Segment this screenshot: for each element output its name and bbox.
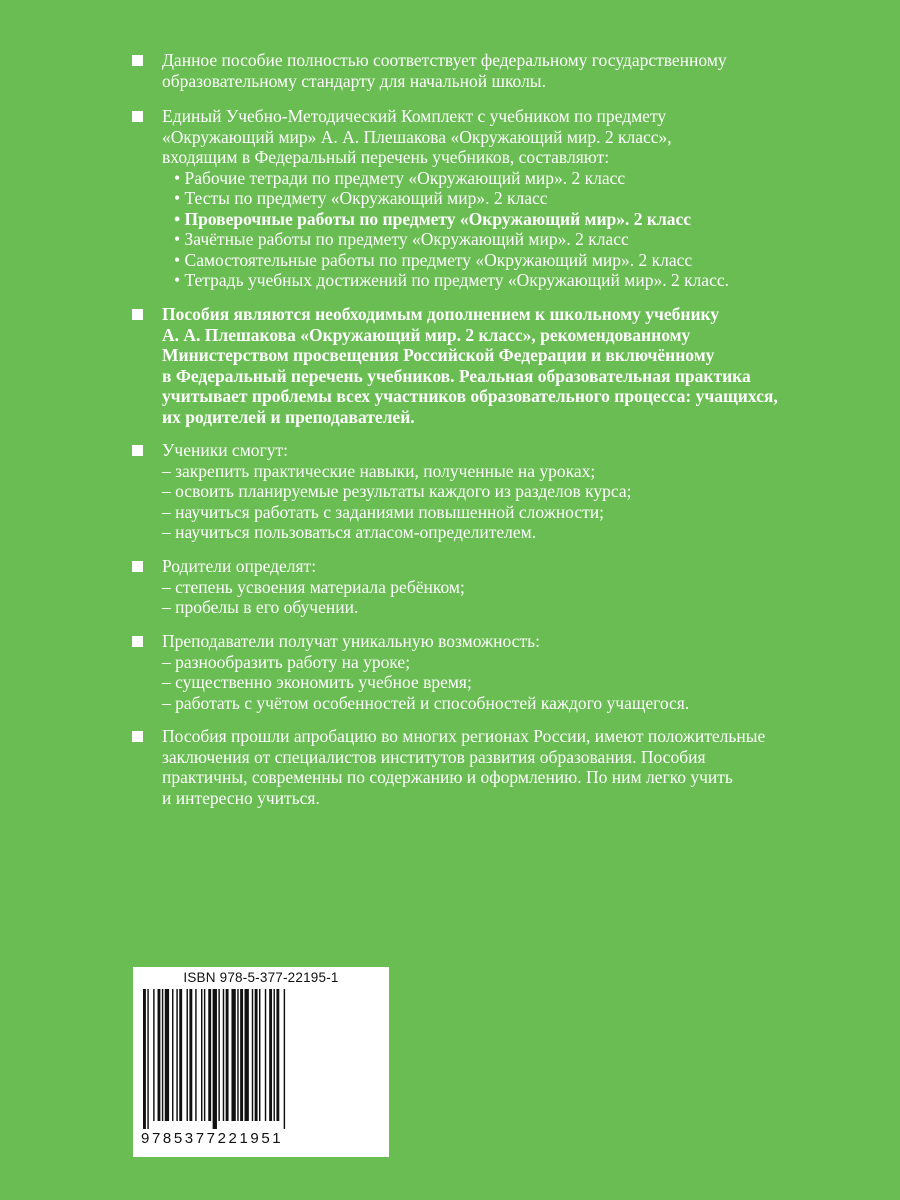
square-bullet-icon [132,309,143,320]
list-item: • Тесты по предмету «Окружающий мир». 2 класс [174,188,548,208]
barcode-digits: 9785377221951 [141,1130,284,1147]
list-item-label: Самостоятельные работы по предмету «Окружающий мир». 2 класс [184,249,693,270]
text-line: – пробелы в его обучении. [162,597,359,617]
list-item: • Тетрадь учебных достижений по предмету «Окружающий мир». 2 класс. [174,270,729,290]
square-bullet-icon [132,111,143,122]
text-line: учитывает проблемы всех участников образовательного процесса: учащихся, [162,386,778,406]
barcode-bar [204,989,205,1121]
text-line: их родителей и преподавателей. [162,406,415,427]
barcode-bar [252,989,253,1121]
barcode-bar [276,989,279,1121]
barcode-bar [165,989,169,1121]
text-line: практичны, современны по содержанию и оформлению. По ним легко учить [162,767,733,787]
barcode-bar [226,989,229,1121]
text-line: – разнообразить работу на уроке; [162,651,411,672]
text-line: – степень усвоения материала ребёнком; [162,576,465,597]
text-line: – существенно экономить учебное время; [162,672,472,692]
square-bullet-icon [132,55,143,66]
barcode-bar [218,989,219,1121]
square-bullet-icon [132,731,143,742]
text-line: – освоить планируемые результаты каждого из разделов курса; [162,481,632,501]
isbn-barcode-box [133,967,389,1157]
text-line: Пособия являются необходимым дополнением к школьному учебнику [162,304,720,324]
text-line: Пособия прошли апробацию во многих регионах России, имеют положительные [162,726,766,746]
text-line: – работать с учётом особенностей и способностей каждого учащегося. [162,692,690,713]
list-item: • Рабочие тетради по предмету «Окружающий мир». 2 класс [174,167,626,188]
text-line: и интересно учиться. [162,787,320,808]
text-line: «Окружающий мир» А. А. Плешакова «Окружающий мир. 2 класс», [162,126,672,147]
paragraph-students [136,440,866,543]
barcode-bar [179,989,182,1121]
barcode-bar [213,989,217,1129]
barcode-bar [259,989,260,1121]
barcode-bar [265,989,266,1121]
barcode-bar [143,989,146,1129]
paragraph-supplement [136,304,866,427]
list-item: • Самостоятельные работы по предмету «Окружающий мир». 2 класс [174,249,693,270]
barcode-bar [223,989,224,1121]
text-line: заключения от специалистов институтов развития образования. Пособия [162,746,706,767]
text-line: входящим в Федеральный перечень учебников, составляют: [162,147,610,167]
barcode-bar [153,989,154,1121]
list-item-highlighted: • Проверочные работы по предмету «Окружающий мир». 2 класс [174,208,692,229]
text-line: – закрепить практические навыки, полученные на уроках; [162,460,596,481]
barcode-bar [284,989,285,1129]
paragraph-teachers [136,631,866,713]
barcode-bar [172,989,173,1121]
paragraph-approbation [136,726,866,808]
barcode-bar [201,989,202,1121]
barcode-bar [162,989,163,1121]
barcode-bar [231,989,235,1121]
square-bullet-icon [132,445,143,456]
square-bullet-icon [132,636,143,647]
text-line: Единый Учебно-Методический Комплект с учебником по предмету [162,106,667,126]
paragraph-standard [136,50,866,91]
barcode-bar [240,989,243,1121]
barcode-image [141,989,381,1129]
barcode-bar [195,989,196,1121]
barcode-bar [245,989,249,1121]
isbn-number: ISBN 978-5-377-22195-1 [183,970,339,985]
text-line: – научиться работать с заданиями повышенной сложности; [162,501,605,522]
barcode-bar [176,989,177,1121]
list-item-label: Тетрадь учебных достижений по предмету «Окружающий мир». 2 класс. [184,270,729,290]
text-line: образовательному стандарту для начальной школы. [162,70,546,91]
text-line: Ученики смогут: [162,440,288,460]
barcode-bar [147,989,148,1129]
text-line: Родители определят: [162,556,317,576]
list-item: • Зачётные работы по предмету «Окружающий мир». 2 класс [174,229,629,249]
barcode-bar [274,989,275,1121]
text-line: в Федеральный перечень учебников. Реальная образовательная практика [162,365,751,386]
barcode-bar [208,989,211,1121]
barcode-bar [269,989,272,1121]
text-line: Министерством просвещения Российской Федерации и включённому [162,345,715,365]
barcode-bar [189,989,192,1121]
list-item-label: Тесты по предмету «Окружающий мир». 2 класс [184,188,548,208]
barcode-bar [237,989,238,1121]
list-item-label: Проверочные работы по предмету «Окружающий мир». 2 класс [184,208,692,229]
barcode-bar [255,989,258,1121]
square-bullet-icon [132,561,143,572]
barcode-bar [158,989,161,1121]
barcode-bar [187,989,188,1121]
text-line: Преподаватели получат уникальную возможность: [162,631,540,651]
paragraph-parents [136,556,866,618]
text-line: Данное пособие полностью соответствует федеральному государственному [162,50,727,70]
text-line: А. А. Плешакова «Окружающий мир. 2 класс», рекомендованному [162,324,691,345]
list-item-label: Рабочие тетради по предмету «Окружающий мир». 2 класс [184,167,626,188]
paragraph-umk [136,106,866,291]
list-item-label: Зачётные работы по предмету «Окружающий мир». 2 класс [184,229,629,249]
text-line: – научиться пользоваться атласом-определителем. [162,522,537,542]
